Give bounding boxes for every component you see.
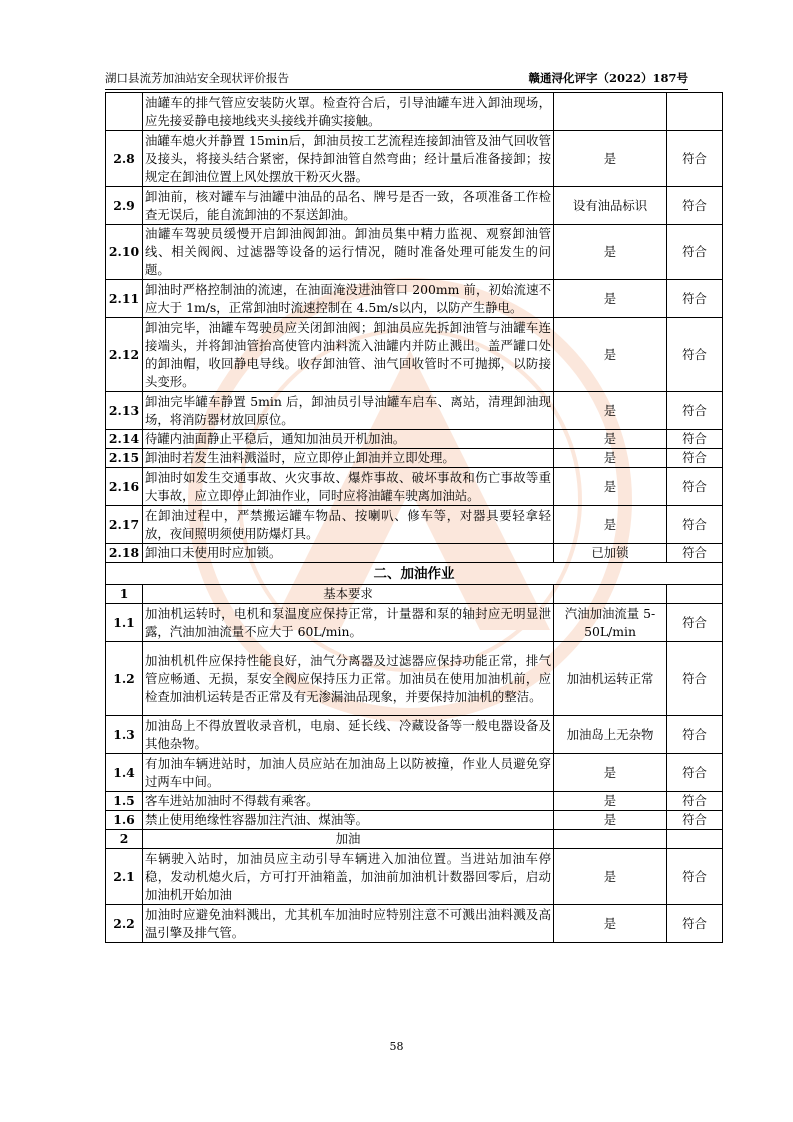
- empty-cell: [554, 830, 667, 849]
- item-number: 2.9: [106, 187, 143, 225]
- evaluation-result: 符合: [667, 716, 723, 754]
- evaluation-result: 符合: [667, 792, 723, 811]
- table-row: [106, 544, 723, 563]
- actual-status: 是: [554, 506, 667, 544]
- requirement-text: 加油机机件应保持性能良好，油气分离器及过滤器应保持功能正常，排气管应畅通、无损，泵安全阀应保持压力正常。加油员在使用加油机前，应检查加油机运转是否正常及有无渗漏油品现象，并要保持加油机的整洁。: [143, 642, 554, 716]
- item-number: 2.11: [106, 280, 143, 318]
- report-number: 赣通浔化评字（2022）187号: [528, 71, 688, 85]
- requirement-text: 加油时应避免油料溅出，尤其机车加油时应特别注意不可溅出油料溅及高温引擎及排气管。: [143, 905, 554, 943]
- requirement-text: 禁止使用绝缘性容器加注汽油、煤油等。: [143, 811, 554, 830]
- actual-status: 是: [554, 792, 667, 811]
- actual-status: 是: [554, 468, 667, 506]
- item-number: 1.4: [106, 754, 143, 792]
- subheading-row: [106, 830, 723, 849]
- actual-status: 是: [554, 131, 667, 187]
- item-number: 1.1: [106, 604, 143, 642]
- table-row: [106, 716, 723, 754]
- evaluation-result: 符合: [667, 225, 723, 280]
- evaluation-result: 符合: [667, 849, 723, 905]
- table-row: [106, 392, 723, 430]
- table-row: [106, 792, 723, 811]
- item-number: 2.10: [106, 225, 143, 280]
- item-number: 2.18: [106, 544, 143, 563]
- actual-status: 是: [554, 318, 667, 392]
- evaluation-result: 符合: [667, 811, 723, 830]
- item-number: 2.15: [106, 449, 143, 468]
- item-number: 2.2: [106, 905, 143, 943]
- item-number: 2.14: [106, 430, 143, 449]
- evaluation-result: 符合: [667, 449, 723, 468]
- item-number: 2.12: [106, 318, 143, 392]
- item-number: 2.17: [106, 506, 143, 544]
- actual-status: 已加锁: [554, 544, 667, 563]
- actual-status: 是: [554, 811, 667, 830]
- evaluation-result: 符合: [667, 642, 723, 716]
- table-row: [106, 905, 723, 943]
- actual-status: 设有油品标识: [554, 187, 667, 225]
- requirement-text: 客车进站加油时不得载有乘客。: [143, 792, 554, 811]
- evaluation-result: 符合: [667, 905, 723, 943]
- item-number: 1.6: [106, 811, 143, 830]
- table-row: [106, 280, 723, 318]
- requirement-text: 卸油完毕，油罐车驾驶员应关闭卸油阀；卸油员应先拆卸油管与油罐车连接端头，并将卸油管抬高使管内油料流入油罐内并防止溅出。盖严罐口处的卸油帽，收回静电导线。收存卸油管、油气回收管时不可抛掷，以防接头变形。: [143, 318, 554, 392]
- table-row: [106, 811, 723, 830]
- subheading-label: 加油: [143, 830, 554, 849]
- evaluation-result: 符合: [667, 604, 723, 642]
- table-row: [106, 131, 723, 187]
- requirement-text: 卸油时如发生交通事故、火灾事故、爆炸事故、破坏事故和伤亡事故等重大事故，应立即停止卸油作业，同时应将油罐车驶离加油站。: [143, 468, 554, 506]
- actual-status: 是: [554, 430, 667, 449]
- evaluation-result: 符合: [667, 187, 723, 225]
- page-header: [105, 68, 688, 90]
- item-number: 2: [106, 830, 143, 849]
- evaluation-result: 符合: [667, 318, 723, 392]
- table-row: [106, 430, 723, 449]
- actual-status: 汽油加油流量 5-50L/min: [554, 604, 667, 642]
- evaluation-result: 符合: [667, 544, 723, 563]
- evaluation-result: 符合: [667, 280, 723, 318]
- item-number: 2.16: [106, 468, 143, 506]
- actual-status: 加油岛上无杂物: [554, 716, 667, 754]
- requirement-text: 加油机运转时，电机和泵温度应保持正常，计量器和泵的轴封应无明显泄露，汽油加油流量不应大于 60L/min。: [143, 604, 554, 642]
- empty-cell: [667, 585, 723, 604]
- requirement-text: 油罐车的排气管应安装防火罩。检查符合后，引导油罐车进入卸油现场，应先接妥静电接地线夹头接线并确实接触。: [143, 93, 554, 131]
- actual-status: 是: [554, 225, 667, 280]
- section-heading-row: [106, 563, 723, 585]
- subheading-row: [106, 585, 723, 604]
- table-row: [106, 849, 723, 905]
- table-row: [106, 318, 723, 392]
- table-row: [106, 449, 723, 468]
- empty-cell: [554, 585, 667, 604]
- evaluation-result: 符合: [667, 430, 723, 449]
- table-row: [106, 506, 723, 544]
- empty-cell: [667, 830, 723, 849]
- table-row: [106, 93, 723, 131]
- item-number: 1.2: [106, 642, 143, 716]
- item-number: 2.1: [106, 849, 143, 905]
- evaluation-table: [105, 92, 723, 943]
- item-number: 2.8: [106, 131, 143, 187]
- evaluation-result: 符合: [667, 392, 723, 430]
- requirement-text: 卸油完毕罐车静置 5min 后，卸油员引导油罐车启车、离站，清理卸油现场，将消防器材放回原位。: [143, 392, 554, 430]
- table-row: [106, 642, 723, 716]
- requirement-text: 油罐车驾驶员缓慢开启卸油阀卸油。卸油员集中精力监视、观察卸油管线、相关阀阀、过滤器等设备的运行情况，随时准备处理可能发生的问题。: [143, 225, 554, 280]
- table-row: [106, 604, 723, 642]
- table-row: [106, 187, 723, 225]
- evaluation-result: 符合: [667, 468, 723, 506]
- requirement-text: 加油岛上不得放置收录音机，电扇、延长线、冷藏设备等一般电器设备及其他杂物。: [143, 716, 554, 754]
- evaluation-result: 符合: [667, 754, 723, 792]
- section-heading: 二、加油作业: [106, 563, 723, 585]
- report-title: 湖口县流芳加油站安全现状评价报告: [105, 71, 289, 85]
- requirement-text: 卸油前，核对罐车与油罐中油品的品名、牌号是否一致，各项准备工作检查无误后，能自流卸油的不泵送卸油。: [143, 187, 554, 225]
- evaluation-result: [667, 93, 723, 131]
- item-number: 1.5: [106, 792, 143, 811]
- requirement-text: 在卸油过程中，严禁搬运罐车物品、按喇叭、修车等，对器具要轻拿轻放，夜间照明须使用防爆灯具。: [143, 506, 554, 544]
- actual-status: 是: [554, 280, 667, 318]
- item-number: [106, 93, 143, 131]
- page-number: 58: [389, 1040, 404, 1053]
- item-number: 2.13: [106, 392, 143, 430]
- requirement-text: 有加油车辆进站时，加油人员应站在加油岛上以防被撞，作业人员避免穿过两车中间。: [143, 754, 554, 792]
- requirement-text: 卸油口未使用时应加锁。: [143, 544, 554, 563]
- actual-status: 加油机运转正常: [554, 642, 667, 716]
- requirement-text: 油罐车熄火并静置 15min后，卸油员按工艺流程连接卸油管及油气回收管及接头，将接头结合紧密，保持卸油管自然弯曲；经计量后准备接卸；按规定在卸油位置上风处摆放干粉灭火器。: [143, 131, 554, 187]
- table-row: [106, 225, 723, 280]
- actual-status: [554, 93, 667, 131]
- actual-status: 是: [554, 392, 667, 430]
- subheading-label: 基本要求: [143, 585, 554, 604]
- requirement-text: 车辆驶入站时，加油员应主动引导车辆进入加油位置。当进站加油车停稳，发动机熄火后，方可打开油箱盖，加油前加油机计数器回零后，启动加油机开始加油: [143, 849, 554, 905]
- table-row: [106, 468, 723, 506]
- actual-status: 是: [554, 905, 667, 943]
- actual-status: 是: [554, 449, 667, 468]
- evaluation-result: 符合: [667, 506, 723, 544]
- requirement-text: 待罐内油面静止平稳后，通知加油员开机加油。: [143, 430, 554, 449]
- item-number: 1: [106, 585, 143, 604]
- evaluation-result: 符合: [667, 131, 723, 187]
- item-number: 1.3: [106, 716, 143, 754]
- actual-status: 是: [554, 849, 667, 905]
- table-row: [106, 754, 723, 792]
- actual-status: 是: [554, 754, 667, 792]
- requirement-text: 卸油时若发生油料溅溢时，应立即停止卸油并立即处理。: [143, 449, 554, 468]
- requirement-text: 卸油时严格控制油的流速，在油面淹没进油管口 200mm 前，初始流速不应大于 1m/s，正常卸油时流速控制在 4.5m/s以内，以防产生静电。: [143, 280, 554, 318]
